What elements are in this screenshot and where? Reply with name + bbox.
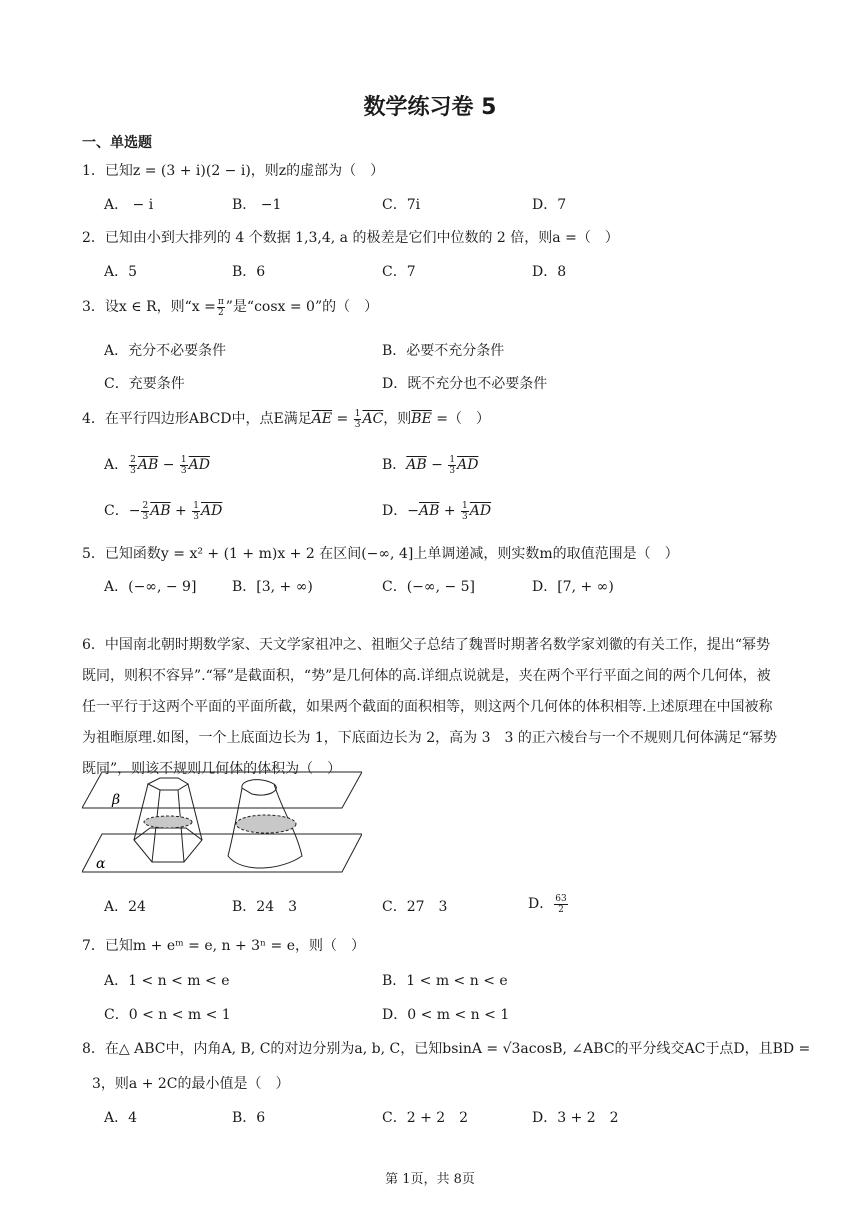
- q5-option-c: C．(−∞, − 5]: [382, 579, 476, 595]
- q6-option-d: D． $\frac{63}{2}$: [528, 893, 567, 915]
- q1-option-b: B． −1: [232, 197, 282, 213]
- question-2-stem: 2．已知由小到大排列的 4 个数据 1,3,4, a 的极差是它们中位数的 2 倍，则a =（ ）: [82, 230, 619, 246]
- page-title: 数学练习卷 5: [363, 95, 497, 120]
- q6-option-b: B．24 3: [232, 899, 298, 915]
- q8-option-a: A．4: [104, 1110, 138, 1126]
- q8-option-c: C．2 + 2 2: [382, 1110, 469, 1126]
- q4-option-b: B．$\overline{AB}$ − $\frac{1}{3}$ $\overline{AD}$: [382, 454, 479, 476]
- q3-option-b: B．必要不充分条件: [382, 343, 505, 359]
- question-5-stem: 5．已知函数y = x² + (1 + m)x + 2 在区间(−∞, 4]上单调递减，则实数m的取值范围是（ ）: [82, 546, 679, 562]
- q4-option-a: A． $\frac{2}{3}$ $\overline{AB}$ − $\frac{1}{3}$ $\overline{AD}$: [104, 454, 210, 476]
- q3-option-d: D．既不充分也不必要条件: [382, 376, 548, 392]
- q5-option-a: A．(−∞, − 9]: [104, 579, 197, 595]
- question-8-line1: 8．在△ ABC中，内角A, B, C的对边分别为a, b, C，已知bsinA = √3acosB, ∠ABC的平分线交AC于点D，且BD =: [82, 1041, 811, 1057]
- question-3-stem: 3．设x ∈ R，则“x = $\frac{\pi}{2}$ ”是“cosx = 0”的（ ）: [82, 296, 379, 318]
- q1-option-d: D．7: [532, 197, 567, 213]
- question-4-stem: 4．在平行四边形ABCD中，点E满足$\overline{AE}$ = $\frac{1}{3}$ $\overline{AC}$，则$\overline{BE}$ =（ ）: [82, 408, 490, 430]
- q7-option-d: D．0 < m < n < 1: [382, 1007, 510, 1023]
- q2-option-c: C．7: [382, 264, 416, 280]
- section-heading: 一、单选题: [82, 135, 152, 151]
- q4-option-d: D．$-\overline{AB}$ + $\frac{1}{3}$ $\overline{AD}$: [382, 500, 492, 522]
- q2-option-d: D．8: [532, 264, 567, 280]
- plane-beta-label: β: [112, 792, 121, 808]
- q4-option-c: C．− $\frac{2}{3}$ $\overline{AB}$ + $\frac{1}{3}$ $\overline{AD}$: [104, 500, 223, 522]
- q2-option-b: B．6: [232, 264, 266, 280]
- plane-alpha-label: α: [96, 856, 106, 872]
- question-6-stem: 6．中国南北朝时期数学家、天文学家祖冲之、祖暅父子总结了魏晋时期著名数学家刘徽的有关工作，提出“幂势既同，则积不容异”.“幂”是截面积，“势”是几何体的高.详细点说就是，夹在两个平行平面之间的两个几何体，被任一平行于这两个平面的平面所截，如果两个截面的面积相等，则这两个几何体的体积相等.上述原理在中国被称为祖暅原理.如图，一个上底面边长为 1，下底面边长为 2，高为 3 3 的正六棱台与一个不规则几何体满足“幂势既同”，则该不规则几何体的体积为（ ）: [82, 637, 778, 777]
- q2-option-a: A．5: [104, 264, 138, 280]
- q8-option-b: B．6: [232, 1110, 266, 1126]
- q1-option-c: C．7i: [382, 197, 421, 213]
- question-8-line2: 3，则a + 2C的最小值是（ ）: [92, 1076, 290, 1092]
- q6-option-a: A．24: [104, 899, 146, 915]
- fraction: $\frac{\pi}{2}$: [217, 296, 224, 318]
- q8-option-d: D．3 + 2 2: [532, 1110, 619, 1126]
- q5-option-b: B．[3, + ∞): [232, 579, 313, 595]
- q5-option-d: D．[7, + ∞): [532, 579, 614, 595]
- q7-option-b: B．1 < m < n < e: [382, 973, 508, 989]
- question-1-stem: 1．已知z = (3 + i)(2 − i)，则z的虚部为（ ）: [82, 163, 385, 179]
- q1-option-a: A． − i: [104, 197, 154, 213]
- q3-option-c: C．充要条件: [104, 376, 185, 392]
- q7-option-c: C．0 < n < m < 1: [104, 1007, 231, 1023]
- q3-option-a: A．充分不必要条件: [104, 343, 227, 359]
- zu-geng-principle-figure: [82, 770, 362, 880]
- page-footer: 第 1页，共 8页: [385, 1172, 475, 1187]
- question-7-stem: 7．已知m + eᵐ = e, n + 3ⁿ = e，则（ ）: [82, 938, 366, 954]
- q6-option-c: C．27 3: [382, 899, 448, 915]
- q7-option-a: A．1 < n < m < e: [104, 973, 230, 989]
